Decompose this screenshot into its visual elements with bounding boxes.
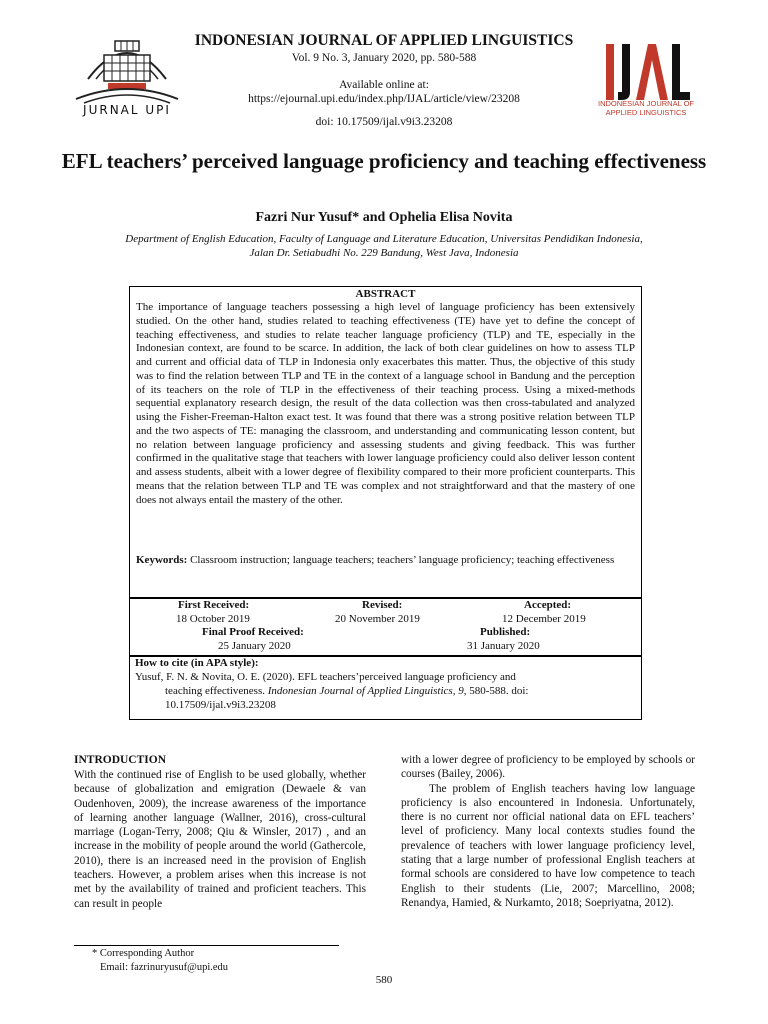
right-column (401, 753, 695, 910)
accepted-date: 12 December 2019 (502, 613, 586, 625)
revised-label: Revised: (362, 599, 403, 611)
affiliation-line-1: Department of English Education, Faculty of Language and Literature Education, Universitas Pendidikan Indonesia, (125, 233, 643, 245)
article-authors: Fazri Nur Yusuf* and Ophelia Elisa Novita (255, 210, 513, 225)
affiliation-line-2: Jalan Dr. Setiabudhi No. 229 Bandung, West Java, Indonesia (249, 247, 519, 259)
first-received-date: 18 October 2019 (176, 613, 250, 625)
final-proof-date: 25 January 2020 (218, 640, 291, 652)
corresponding-author-note: * Corresponding Author (92, 948, 195, 959)
ijal-logo-icon (592, 40, 698, 108)
published-label: Published: (480, 626, 531, 638)
journal-title: INDONESIAN JOURNAL OF APPLIED LINGUISTICS (194, 32, 574, 49)
introduction-paragraph-left: With the continued rise of English to be used globally, whether because of globalization and emigration (Dewaele & van Oudenhoven, 2009), the increase awareness of the importance of learning another language (Wallner, 2016), cross-cultural marriage (Logan-Terry, 2008; Qiu & Winsler, 2017) , and an increase in the mobility of people around the world (Gathercole, 2010), there is an increased need in the provision of English teachers. However, a problem arises when this increase is not met by the availability of trained and proficient teachers. This can result in people (74, 769, 366, 910)
citation-line-2: teaching effectiveness. (165, 685, 265, 697)
published-date: 31 January 2020 (467, 640, 540, 652)
citation-text (135, 670, 630, 712)
keywords (136, 553, 635, 567)
abstract-box (129, 286, 642, 598)
ijal-logo-caption: INDONESIAN JOURNAL OF APPLIED LINGUISTICS (598, 99, 694, 117)
citation-pages: , 580-588. doi: (463, 685, 529, 697)
doi-text: doi: 10.17509/ijal.v9i3.23208 (315, 116, 453, 128)
citation-doi[interactable]: 10.17509/ijal.v9i3.23208 (165, 699, 276, 711)
citation-journal: Indonesian Journal of Applied Linguistics, 9 (267, 685, 464, 697)
publication-dates-box (129, 597, 642, 657)
introduction-heading: INTRODUCTION (74, 754, 167, 766)
keywords-list: Classroom instruction; language teachers; teachers’ language proficiency; teaching effectiveness (190, 554, 615, 566)
abstract-heading: ABSTRACT (355, 288, 416, 300)
keywords-label: Keywords: (136, 554, 188, 566)
accepted-label: Accepted: (524, 599, 572, 611)
available-online-label: Available online at: (339, 79, 429, 91)
author-affiliation (40, 232, 728, 260)
article-title: EFL teachers’ perceived language proficiency and teaching effectiveness (61, 149, 707, 173)
citation-box (129, 655, 642, 720)
revised-date: 20 November 2019 (335, 613, 420, 625)
abstract-text: The importance of language teachers possessing a high level of language proficiency has been extensively studied. On the other hand, studies related to teaching effectiveness (TE) have yet to define the concept of teaching effectiveness, and studies to relate teacher language proficiency (TLP) and TE, especially in the Indonesian context, are found to be scarce. In addition, the lack of both clear guidelines on how to assess TLP and current and official data of TLP in Indonesia only exacerbates this matter. Thus, the objective of this study was to find the relation between TLP and TE in the context of a language school in Bandung and the perception of its teachers on the role of TLP in the effectiveness of their teaching process. Using a mixed-methods sequential explanatory research design, the result of the data collection was then cross-tabulated and analyzed using the Fisher-Freeman-Halton exact test. It was found that there was a strong positive relation between TLP and the two aspects of TE: managing the classroom, and understanding and communicating lesson content, but no relation between language proficiency and assessing students and giving feedback. This was further confirmed in the qualitative stage that teachers with lower language proficiency could also deliver lesson content and assess students, albeit with a lower degree of flexibility compared to their more proficient counterparts. This means that the relation between TLP and TE was complex and not straightforward and that the mastery of one does not always entail the mastery of the other. (136, 301, 635, 506)
page-number: 580 (375, 974, 393, 986)
right-paragraph-2: The problem of English teachers having low language proficiency is also encountered in Indonesia. Unfortunately, there is no current nor official national data on EFL teachers’ level of proficiency. Many local contexts studies found the prevalence of teachers with lower language proficiency level, stating that a large number of professional English teachers at formal schools are considered to have low competence to teach English to their students (Lie, 2007; Marcellino, 2008; Renandya, Hamied, & Nurkamto, 2018; Soepriyatna, 2012). (401, 782, 695, 909)
article-url-link[interactable]: https://ejournal.upi.edu/index.php/IJAL/article/view/23208 (248, 93, 520, 105)
citation-heading: How to cite (in APA style): (135, 657, 259, 669)
first-received-label: First Received: (178, 599, 250, 611)
footnote-divider (74, 945, 339, 946)
journal-volume: Vol. 9 No. 3, January 2020, pp. 580-588 (291, 52, 477, 64)
final-proof-label: Final Proof Received: (202, 626, 304, 638)
journal-logo-caption: JURNAL UPI (83, 103, 171, 117)
citation-line-1: Yusuf, F. N. & Novita, O. E. (2020). EFL teachers’perceived language proficiency and (135, 671, 516, 683)
right-paragraph-1: with a lower degree of proficiency to be employed by schools or courses (Bailey, 2006). (401, 754, 695, 781)
corresponding-author-email[interactable]: Email: fazrinuryusuf@upi.edu (100, 962, 229, 973)
